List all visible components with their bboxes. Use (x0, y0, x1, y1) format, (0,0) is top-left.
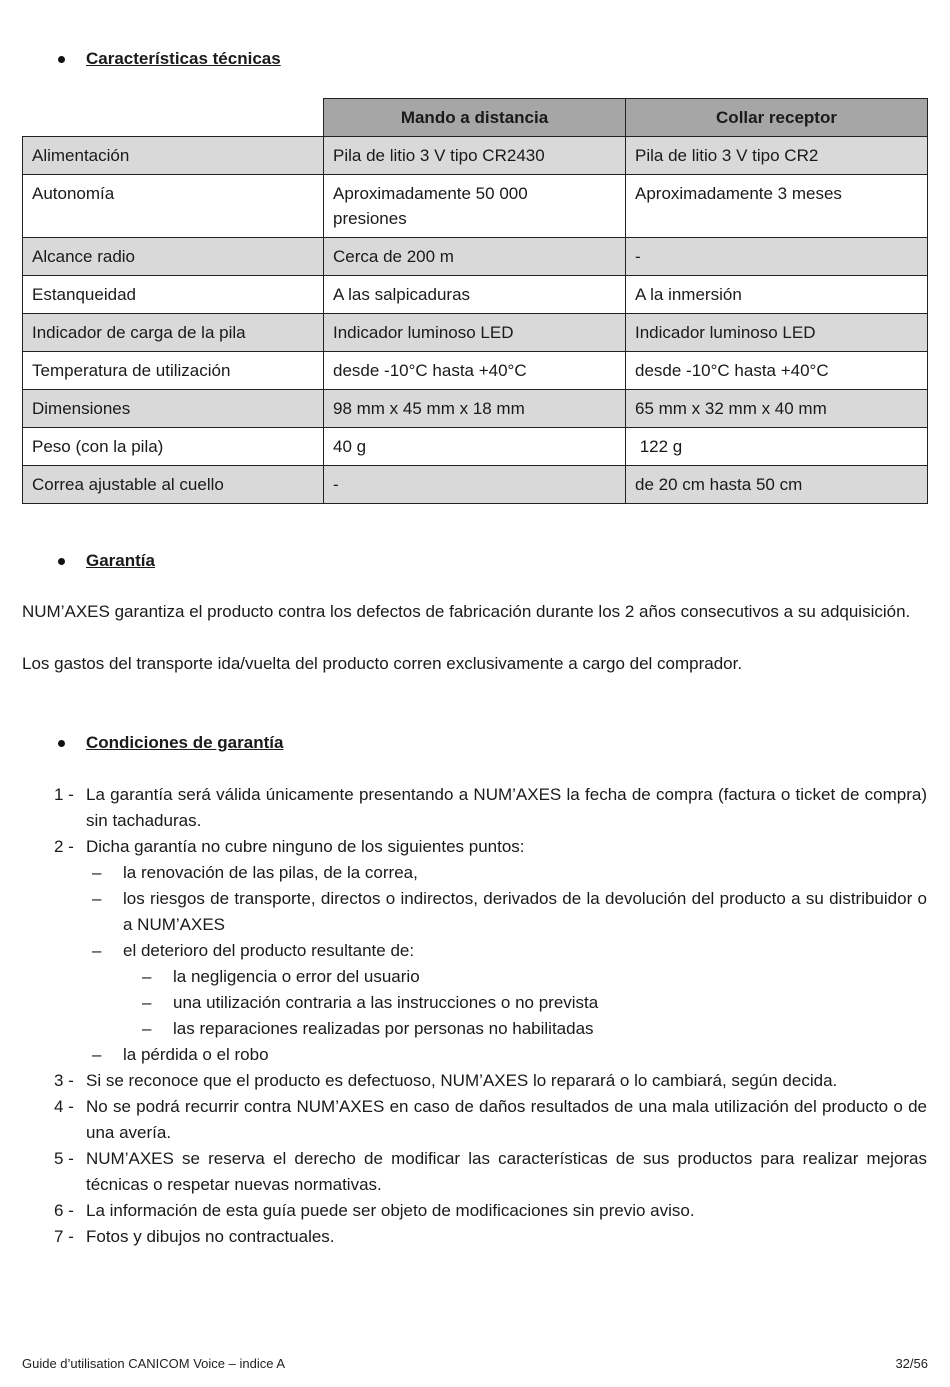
table-row (23, 238, 928, 276)
sub-item (22, 860, 927, 886)
row-label: Alimentación (23, 137, 324, 175)
item-text: NUM’AXES se reserva el derecho de modificar las características de sus productos para realizar mejoras técnicas o respetar nuevas normativas. (86, 1149, 927, 1194)
row-collar: Pila de litio 3 V tipo CR2 (626, 137, 928, 175)
header-remote: Mando a distancia (324, 99, 626, 137)
bullet-icon (58, 558, 65, 565)
dash-icon: – (142, 967, 152, 986)
table-row (23, 314, 928, 352)
row-label: Correa ajustable al cuello (23, 466, 324, 504)
item-number: 5 - (54, 1149, 74, 1168)
item-number: 3 - (54, 1071, 74, 1090)
row-remote: desde -10°C hasta +40°C (324, 352, 626, 390)
row-collar: 122 g (626, 428, 928, 466)
sub-sub-item-text: una utilización contraria a las instrucciones o no prevista (173, 993, 599, 1012)
list-item (22, 1224, 927, 1250)
table-row (23, 137, 928, 175)
list-item (22, 782, 927, 834)
table-row (23, 428, 928, 466)
sub-sub-item (22, 1016, 927, 1042)
item-number: 6 - (54, 1201, 74, 1220)
item-number: 7 - (54, 1227, 74, 1246)
tech-title: Características técnicas (86, 49, 281, 68)
row-label: Estanqueidad (23, 276, 324, 314)
row-label: Dimensiones (23, 390, 324, 428)
table-row (23, 352, 928, 390)
item-text: Si se reconoce que el producto es defectuoso, NUM’AXES lo reparará o lo cambiará, según decida. (86, 1071, 838, 1090)
item-text: Fotos y dibujos no contractuales. (86, 1227, 335, 1246)
sub-item-text: la pérdida o el robo (123, 1045, 269, 1064)
item-text: La información de esta guía puede ser objeto de modificaciones sin previo aviso. (86, 1201, 695, 1220)
table-row (23, 466, 928, 504)
bullet-icon (58, 56, 65, 63)
sub-item-text: la renovación de las pilas, de la correa, (123, 863, 418, 882)
dash-icon: – (92, 863, 102, 882)
row-collar: desde -10°C hasta +40°C (626, 352, 928, 390)
row-label: Autonomía (23, 175, 324, 238)
list-item (22, 1146, 927, 1198)
list-item (22, 1068, 927, 1094)
item-text: No se podrá recurrir contra NUM’AXES en caso de daños resultados de una mala utilización del producto o de una avería. (86, 1097, 927, 1142)
conditions-title: Condiciones de garantía (86, 733, 284, 752)
dash-icon: – (142, 993, 152, 1012)
sub-item (22, 886, 927, 938)
list-item (22, 1094, 927, 1146)
table-header-row (23, 99, 928, 137)
row-collar: de 20 cm hasta 50 cm (626, 466, 928, 504)
row-collar: Aproximadamente 3 meses (626, 175, 928, 238)
conditions-heading (58, 731, 283, 755)
bullet-icon (58, 740, 65, 747)
row-remote: A las salpicaduras (324, 276, 626, 314)
tech-heading (58, 47, 281, 71)
row-label: Peso (con la pila) (23, 428, 324, 466)
item-text: Dicha garantía no cubre ninguno de los siguientes puntos: (86, 837, 525, 856)
warranty-text-1: NUM’AXES garantiza el producto contra los defectos de fabricación durante los 2 años consecutivos a su adquisición. (22, 602, 911, 621)
item-number: 4 - (54, 1097, 74, 1116)
dash-icon: – (142, 1019, 152, 1038)
sub-item (22, 938, 927, 964)
item-number: 1 - (54, 785, 74, 804)
list-item (22, 1198, 927, 1224)
table-row (23, 175, 928, 238)
warranty-heading (58, 549, 155, 573)
row-collar: - (626, 238, 928, 276)
dash-icon: – (92, 1045, 102, 1064)
list-item (22, 834, 927, 860)
spec-table (22, 98, 928, 504)
row-remote: 40 g (324, 428, 626, 466)
row-collar: A la inmersión (626, 276, 928, 314)
sub-sub-item (22, 964, 927, 990)
dash-icon: – (92, 889, 102, 908)
dash-icon: – (92, 941, 102, 960)
warranty-text-2: Los gastos del transporte ida/vuelta del producto corren exclusivamente a cargo del comprador. (22, 654, 743, 673)
footer-guide-title: Guide d’utilisation CANICOM Voice – indice A (22, 1356, 286, 1371)
page-number: 32/56 (895, 1356, 928, 1371)
warranty-title: Garantía (86, 551, 155, 570)
sub-item (22, 1042, 927, 1068)
sub-item-text: los riesgos de transporte, directos o indirectos, derivados de la devolución del producto a su distribuidor o a NUM’AXES (123, 889, 927, 934)
row-collar: Indicador luminoso LED (626, 314, 928, 352)
sub-sub-item (22, 990, 927, 1016)
row-remote: Aproximadamente 50 000 presiones (324, 175, 626, 238)
sub-sub-item-text: la negligencia o error del usuario (173, 967, 420, 986)
row-remote: Cerca de 200 m (324, 238, 626, 276)
sub-sub-item-text: las reparaciones realizadas por personas no habilitadas (173, 1019, 594, 1038)
row-remote: Pila de litio 3 V tipo CR2430 (324, 137, 626, 175)
item-number: 2 - (54, 837, 74, 856)
sub-item-text: el deterioro del producto resultante de: (123, 941, 415, 960)
row-label: Indicador de carga de la pila (23, 314, 324, 352)
table-row (23, 390, 928, 428)
header-blank (23, 99, 324, 137)
row-collar: 65 mm x 32 mm x 40 mm (626, 390, 928, 428)
conditions-list (22, 782, 927, 1250)
row-label: Alcance radio (23, 238, 324, 276)
row-remote: 98 mm x 45 mm x 18 mm (324, 390, 626, 428)
row-remote: Indicador luminoso LED (324, 314, 626, 352)
table-row (23, 276, 928, 314)
row-remote: - (324, 466, 626, 504)
item-text: La garantía será válida únicamente presentando a NUM’AXES la fecha de compra (factura o ticket de compra) sin tachaduras. (86, 785, 927, 830)
row-label: Temperatura de utilización (23, 352, 324, 390)
header-collar: Collar receptor (626, 99, 928, 137)
